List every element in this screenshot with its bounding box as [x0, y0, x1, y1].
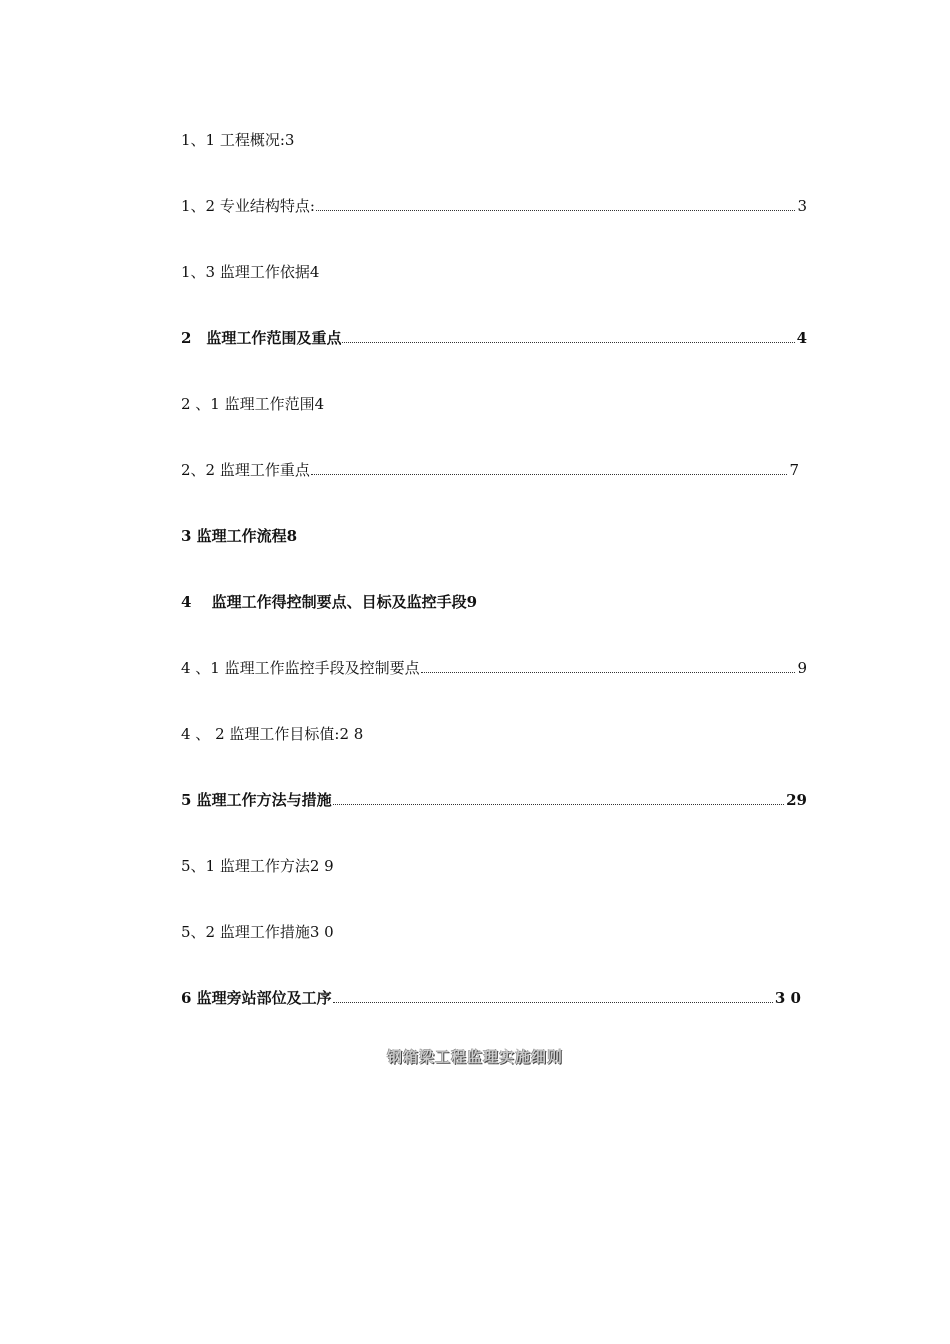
- toc-entry-1-3[interactable]: [181, 256, 807, 282]
- toc-entry-2-2[interactable]: [181, 454, 799, 480]
- toc-entry-1-2[interactable]: [181, 190, 807, 216]
- toc-entry-1-1[interactable]: [181, 124, 807, 150]
- toc-entry-label: 1、3 监理工作依据: [181, 263, 310, 281]
- toc-entry-page: 9: [797, 659, 807, 677]
- toc-leader-dots: [333, 1002, 773, 1003]
- toc-leader-dots: [316, 210, 796, 211]
- toc-entry-page: 3 0: [309, 923, 334, 941]
- toc-entry-2-1[interactable]: [181, 388, 807, 414]
- toc-entry-4-1[interactable]: [181, 652, 807, 678]
- toc-entry-page: 4: [796, 329, 807, 347]
- toc-leader-dots: [311, 474, 788, 475]
- toc-entry-label: 6 监理旁站部位及工序: [181, 989, 332, 1007]
- toc-entry-label: 2 、1 监理工作范围: [181, 395, 315, 413]
- toc-entry-page: 8: [286, 527, 298, 545]
- toc-entry-label: 2、2 监理工作重点: [181, 461, 310, 479]
- toc-entry-5[interactable]: [181, 784, 807, 810]
- toc-entry-5-2[interactable]: [181, 916, 807, 942]
- toc-entry-4[interactable]: [181, 586, 807, 612]
- toc-entry-label: 5 监理工作方法与措施: [181, 791, 332, 809]
- toc-entry-page: 2 9: [309, 857, 334, 875]
- toc-entry-label: 3 监理工作流程: [181, 527, 287, 545]
- toc-entry-page: 4: [314, 395, 325, 413]
- document-title: 钢箱梁工程监理实施细则: [386, 1048, 563, 1066]
- toc-entry-page: 2 8: [339, 725, 364, 743]
- toc-entry-label: 1、1 工程概况:: [181, 131, 285, 149]
- toc-leader-dots: [342, 342, 794, 343]
- toc-entry-page: 29: [786, 791, 807, 809]
- toc-entry-page: 9: [466, 593, 478, 611]
- toc-entry-label: 2 监理工作范围及重点: [181, 329, 342, 347]
- toc-entry-label: 4 、 2 监理工作目标值:: [181, 725, 340, 743]
- toc-entry-page: 4: [309, 263, 320, 281]
- toc-entry-label: 4 、1 监理工作监控手段及控制要点: [181, 659, 420, 677]
- toc-entry-5-1[interactable]: [181, 850, 807, 876]
- toc-entry-6[interactable]: [181, 982, 801, 1008]
- toc-leader-dots: [333, 804, 784, 805]
- toc-entry-label: 4 监理工作得控制要点、目标及监控手段: [181, 593, 467, 611]
- toc-entry-page: 3: [284, 131, 295, 149]
- toc-entry-label: 1、2 专业结构特点:: [181, 197, 315, 215]
- toc-entry-label: 5、2 监理工作措施: [181, 923, 310, 941]
- toc-entry-3[interactable]: [181, 520, 807, 546]
- toc-entry-4-2[interactable]: [181, 718, 807, 744]
- toc-entry-page: 3 0: [774, 989, 801, 1007]
- toc-leader-dots: [421, 672, 796, 673]
- toc-entry-2[interactable]: [181, 322, 807, 348]
- toc-entry-page: 7: [789, 461, 799, 479]
- toc-entry-label: 5、1 监理工作方法: [181, 857, 310, 875]
- toc-entry-page: 3: [797, 197, 807, 215]
